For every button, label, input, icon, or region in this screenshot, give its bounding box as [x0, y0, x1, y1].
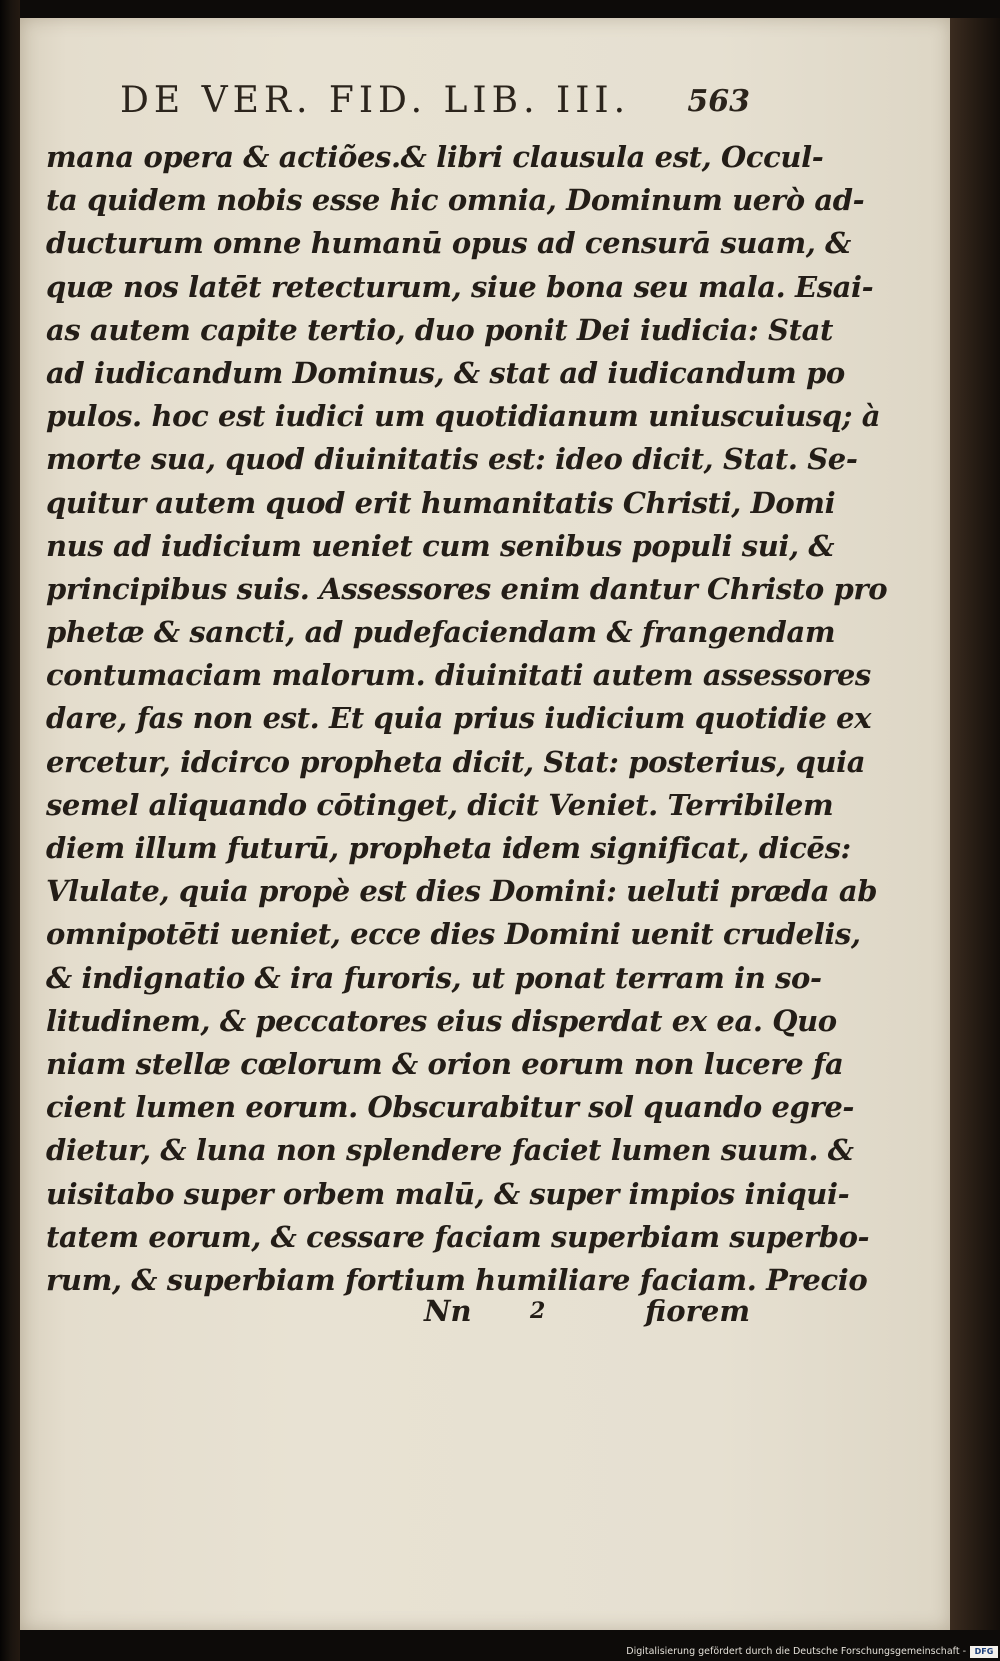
- text-line: morte sua, quod diuinitatis est: ideo dicit, Stat. Se-: [46, 442, 858, 477]
- text-line: ducturum omne humanū opus ad censurā suam, &: [46, 226, 851, 261]
- catchword: fiorem: [645, 1294, 750, 1328]
- book-binding-edge: [0, 0, 20, 1661]
- text-line: uisitabo super orbem malū, & super impios iniqui-: [46, 1176, 850, 1211]
- text-line: dietur, & luna non splendere faciet lumen suum. &: [46, 1133, 854, 1168]
- dfg-logo-icon: DFG: [970, 1646, 998, 1658]
- running-head: [120, 80, 750, 130]
- text-line: quitur autem quod erit humanitatis Christi, Domi: [46, 485, 836, 520]
- page-stack-edge: [950, 18, 1000, 1630]
- body-text: [46, 136, 888, 1302]
- text-line: ad iudicandum Dominus, & stat ad iudicandum po: [46, 355, 845, 390]
- text-line: & indignatio & ira furoris, ut ponat terram in so-: [46, 960, 822, 995]
- text-line: principibus suis. Assessores enim dantur Christo pro: [46, 571, 888, 606]
- catchline: [46, 1294, 750, 1340]
- text-line: cient lumen eorum. Obscurabitur sol quando egre-: [46, 1090, 855, 1125]
- text-line: omnipotēti ueniet, ecce dies Domini uenit crudelis,: [46, 917, 861, 952]
- text-line: ta quidem nobis esse hic omnia, Dominum uerò ad-: [46, 183, 865, 218]
- text-line: semel aliquando cōtinget, dicit Veniet. Terribilem: [46, 787, 834, 822]
- text-line: contumaciam malorum. diuinitati autem assessores: [46, 658, 871, 693]
- text-line: pulos. hoc est iudici um quotidianum uniuscuiusq; à: [46, 399, 881, 434]
- text-line: tatem eorum, & cessare faciam superbiam superbo-: [46, 1219, 870, 1254]
- page-number: 563: [687, 84, 750, 119]
- signature-number: 2: [530, 1298, 546, 1324]
- text-line: quæ nos latēt retecturum, siue bona seu mala. Esai-: [46, 269, 874, 304]
- text-line: dare, fas non est. Et quia prius iudicium quotidie ex: [46, 701, 872, 736]
- running-title: DE VER. FID. LIB. III.: [120, 80, 631, 121]
- digitization-credit: [520, 1643, 1000, 1661]
- credit-text: Digitalisierung gefördert durch die Deutsche Forschungsgemeinschaft -: [626, 1646, 966, 1657]
- signature-mark: Nn: [424, 1294, 472, 1328]
- text-line: ercetur, idcirco propheta dicit, Stat: posterius, quia: [46, 744, 866, 779]
- text-line: diem illum futurū, propheta idem significat, dicēs:: [46, 831, 851, 865]
- text-line: niam stellæ cœlorum & orion eorum non lucere fa: [46, 1046, 844, 1081]
- text-line: rum, & superbiam fortium humiliare faciam. Precio: [46, 1262, 868, 1297]
- text-line: Vlulate, quia propè est dies Domini: ueluti præda ab: [46, 874, 878, 909]
- text-line: mana opera & actiões.& libri clausula est, Occul-: [46, 140, 824, 174]
- text-line: as autem capite tertio, duo ponit Dei iudicia: Stat: [46, 312, 833, 347]
- text-line: litudinem, & peccatores eius disperdat ex ea. Quo: [46, 1003, 837, 1038]
- text-line: nus ad iudicium ueniet cum senibus populi sui, &: [46, 528, 835, 563]
- text-line: phetæ & sancti, ad pudefaciendam & frangendam: [46, 615, 836, 650]
